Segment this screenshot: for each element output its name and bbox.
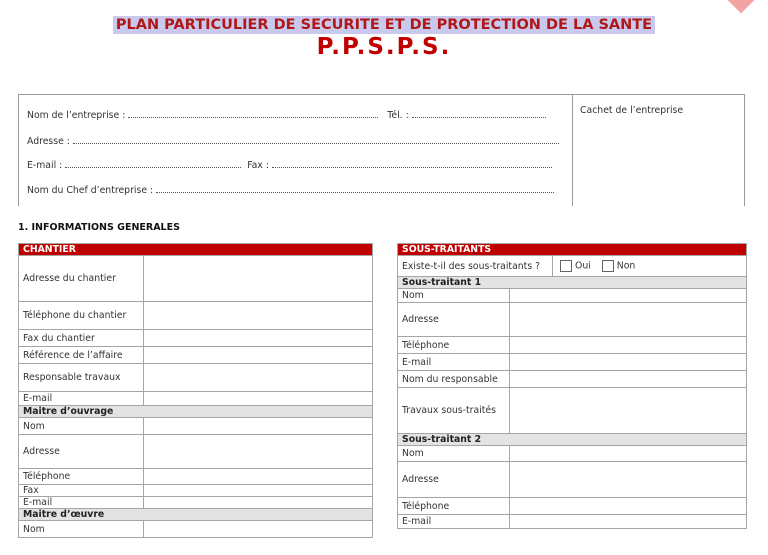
st2-email-input[interactable] [510,515,747,529]
sous-traitants-question: Existe-t-il des sous-traitants ? [398,256,553,277]
section-title: 1. INFORMATIONS GENERALES [18,222,180,233]
company-name-line [27,109,546,121]
chantier-reference-label: Référence de l’affaire [19,347,144,364]
moa-phone-label: Téléphone [19,469,144,485]
address-label: Adresse : [27,136,70,147]
tel-field[interactable] [412,109,546,118]
document-title-text: PLAN PARTICULIER DE SECURITE ET DE PROTECTION DE LA SANTE [113,16,655,34]
email-label: E-mail : [27,160,63,171]
oui-label: Oui [575,260,591,272]
st1-header: Sous-traitant 1 [398,277,747,289]
chantier-email-input[interactable] [144,392,373,406]
chantier-address-input[interactable] [144,256,373,302]
st1-name-input[interactable] [510,289,747,303]
moa-header: Maitre d’ouvrage [19,406,373,418]
st1-email-label: E-mail [398,354,510,371]
st2-header: Sous-traitant 2 [398,434,747,446]
st2-phone-label: Téléphone [398,498,510,515]
corner-decoration [723,0,760,13]
chantier-manager-label: Responsable travaux [19,364,144,392]
moe-name-input[interactable] [144,521,373,538]
non-label: Non [616,260,636,272]
oui-checkbox[interactable] [560,260,572,272]
chantier-phone-label: Téléphone du chantier [19,302,144,330]
st1-manager-input[interactable] [510,371,747,388]
st1-address-label: Adresse [398,303,510,337]
fax-field[interactable] [272,159,552,168]
chief-line [27,184,554,196]
st1-manager-label: Nom du responsable [398,371,510,388]
st1-name-label: Nom [398,289,510,303]
st1-email-input[interactable] [510,354,747,371]
moa-name-label: Nom [19,418,144,435]
moa-address-input[interactable] [144,435,373,469]
document-title [0,14,768,33]
company-name-label: Nom de l’entreprise : [27,110,126,121]
st2-address-input[interactable] [510,462,747,498]
tel-label: Tél. : [387,110,409,121]
chantier-phone-input[interactable] [144,302,373,330]
chantier-table [18,243,373,538]
sous-traitants-table [397,243,747,529]
chantier-email-label: E-mail [19,392,144,406]
chief-label: Nom du Chef d’entreprise : [27,185,154,196]
moe-header: Maitre d’œuvre [19,509,373,521]
company-stamp-box[interactable] [572,94,745,206]
st2-name-input[interactable] [510,446,747,462]
moa-fax-input[interactable] [144,485,373,497]
chief-field[interactable] [156,184,554,193]
non-checkbox[interactable] [602,260,614,272]
sous-traitants-header: SOUS-TRAITANTS [398,244,747,256]
moa-email-label: E-mail [19,497,144,509]
document-acronym: P.P.S.P.S. [316,34,452,60]
st1-address-input[interactable] [510,303,747,337]
st2-email-label: E-mail [398,515,510,529]
chantier-fax-label: Fax du chantier [19,330,144,347]
chantier-header: CHANTIER [19,244,373,256]
moa-phone-input[interactable] [144,469,373,485]
sous-traitants-choice [553,256,747,277]
fax-label: Fax : [247,160,269,171]
st2-address-label: Adresse [398,462,510,498]
st2-name-label: Nom [398,446,510,462]
moa-name-input[interactable] [144,418,373,435]
moa-address-label: Adresse [19,435,144,469]
company-stamp-label: Cachet de l’entreprise [580,105,684,116]
company-info-box [18,94,573,206]
st1-phone-label: Téléphone [398,337,510,354]
company-name-field[interactable] [128,109,378,118]
st2-phone-input[interactable] [510,498,747,515]
chantier-address-label: Adresse du chantier [19,256,144,302]
moe-name-label: Nom [19,521,144,538]
address-line [27,135,559,147]
chantier-reference-input[interactable] [144,347,373,364]
email-fax-line [27,159,552,171]
chantier-manager-input[interactable] [144,364,373,392]
email-field[interactable] [65,159,241,168]
chantier-fax-input[interactable] [144,330,373,347]
st1-works-label: Travaux sous-traités [398,388,510,434]
address-field[interactable] [73,135,559,144]
st1-works-input[interactable] [510,388,747,434]
moa-email-input[interactable] [144,497,373,509]
st1-phone-input[interactable] [510,337,747,354]
moa-fax-label: Fax [19,485,144,497]
